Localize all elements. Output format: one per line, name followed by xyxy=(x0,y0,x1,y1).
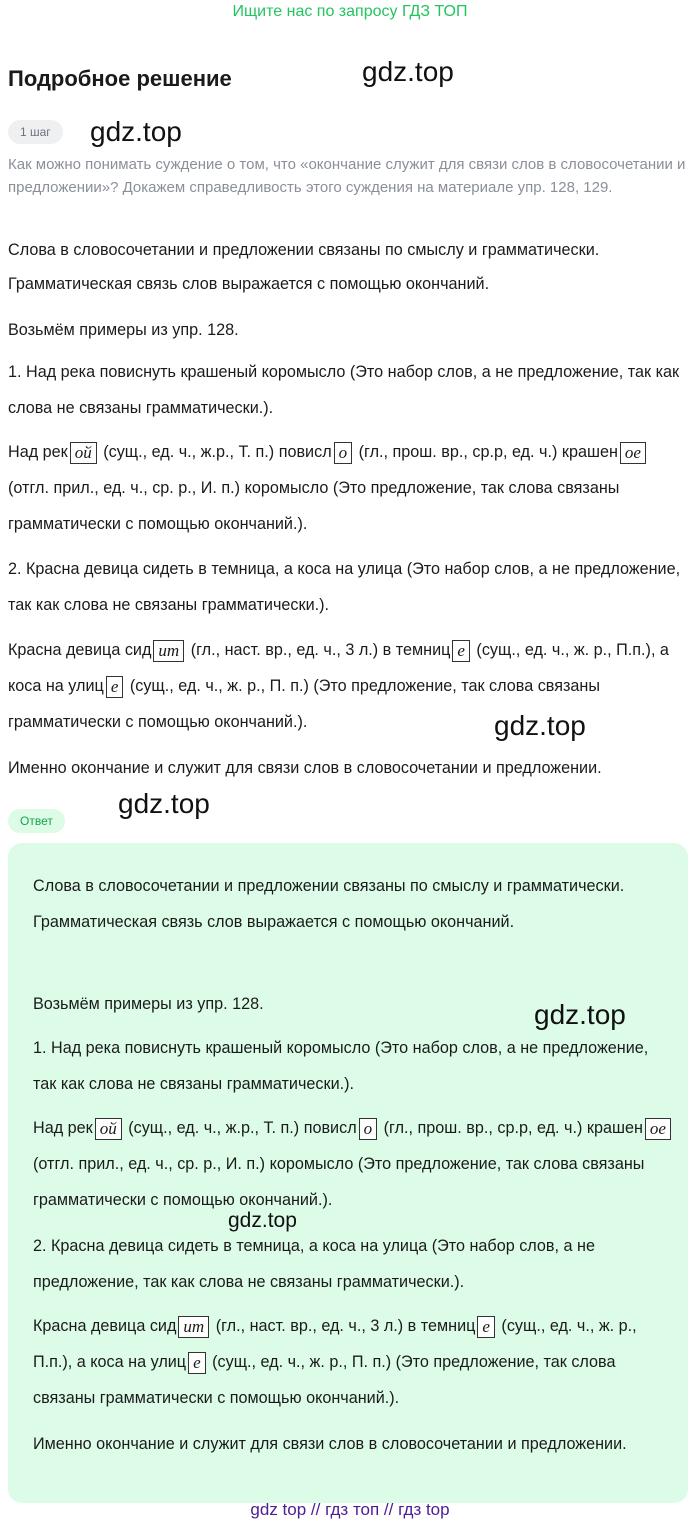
solution-paragraph: Грамматическая связь слов выражается с помощью окончаний. xyxy=(8,275,490,293)
watermark: gdz.top xyxy=(118,788,210,819)
footer-watermark: gdz top // гдз топ // гдз top xyxy=(250,1500,450,1519)
solution-paragraph: 1. Над река повиснуть крашеный коромысло (Это набор слов, а не предложение, так как слова не связаны грамматически.). xyxy=(8,363,680,417)
word-ending: ое xyxy=(620,442,646,464)
example-text: (сущ., ед. ч., ж. р., П.п.), а коса на улиц xyxy=(8,641,669,695)
example-text: (сущ., ед. ч., ж.р., Т. п.) повисл xyxy=(123,1119,357,1137)
example-text: Красна девица сид xyxy=(8,641,152,659)
solution-example-2 xyxy=(8,632,693,740)
word-ending: е xyxy=(188,1352,206,1374)
example-text: (отгл. прил., ед. ч., ср. р., И. п.) коромысло (Это предложение, так слова связаны грамматически с помощью окончаний.). xyxy=(33,1155,645,1209)
example-text: Над рек xyxy=(8,443,68,461)
solution-paragraph: 2. Красна девица сидеть в темница, а коса на улица (Это набор слов, а не предложение, так как слова не связаны грамматически.). xyxy=(8,560,681,614)
word-ending: ой xyxy=(70,442,97,464)
answer-example-2 xyxy=(33,1308,673,1416)
answer-paragraph: Слова в словосочетании и предложении связаны по смыслу и грамматически. Грамматическая связь слов выражается с помощью окончаний. xyxy=(33,877,625,931)
word-ending: ой xyxy=(95,1118,122,1140)
word-ending: ит xyxy=(178,1316,209,1338)
word-ending: е xyxy=(106,676,124,698)
answer-paragraph: 2. Красна девица сидеть в темница, а коса на улица (Это набор слов, а не предложение, так как слова не связаны грамматически.). xyxy=(33,1237,595,1291)
word-ending: о xyxy=(359,1118,378,1140)
solution-paragraph: Слова в словосочетании и предложении связаны по смыслу и грамматически. xyxy=(8,241,600,259)
word-ending: ое xyxy=(645,1118,671,1140)
example-text: (гл., наст. вр., ед. ч., 3 л.) в темниц xyxy=(186,641,451,659)
word-ending: е xyxy=(452,640,470,662)
watermark: gdz.top xyxy=(228,1209,297,1232)
example-text: Над рек xyxy=(33,1119,93,1137)
word-ending: ит xyxy=(153,640,184,662)
example-text: (гл., прош. вр., ср.р, ед. ч.) крашен xyxy=(379,1119,643,1137)
search-banner: Ищите нас по запросу ГДЗ ТОП xyxy=(232,3,468,20)
watermark: gdz.top xyxy=(362,56,454,87)
answer-paragraph: 1. Над река повиснуть крашеный коромысло (Это набор слов, а не предложение, так как слова не связаны грамматически.). xyxy=(33,1039,649,1093)
watermark: gdz.top xyxy=(90,116,182,147)
example-text: (гл., прош. вр., ср.р, ед. ч.) крашен xyxy=(354,443,618,461)
example-text: (отгл. прил., ед. ч., ср. р., И. п.) коромысло (Это предложение, так слова связаны грамматически с помощью окончаний.). xyxy=(8,479,620,533)
answer-example-1 xyxy=(33,1110,673,1218)
watermark: gdz.top xyxy=(534,999,626,1030)
example-text: (сущ., ед. ч., ж.р., Т. п.) повисл xyxy=(98,443,332,461)
solution-paragraph: Возьмём примеры из упр. 128. xyxy=(8,321,239,339)
example-text: (сущ., ед. ч., ж. р., П. п.) (Это предложение, так слова связаны грамматически с помощью окончаний.). xyxy=(33,1353,616,1407)
example-text: (сущ., ед. ч., ж. р., П. п.) (Это предложение, так слова связаны грамматически с помощью окончаний.). xyxy=(8,677,600,731)
example-text: (сущ., ед. ч., ж. р., П.п.), а коса на улиц xyxy=(33,1317,637,1371)
solution-example-1 xyxy=(8,434,693,542)
step-badge: 1 шаг xyxy=(8,120,63,144)
example-text: (гл., наст. вр., ед. ч., 3 л.) в темниц xyxy=(211,1317,476,1335)
page-title: Подробное решение xyxy=(8,66,232,91)
answer-badge: Ответ xyxy=(8,809,65,833)
example-text: Красна девица сид xyxy=(33,1317,177,1335)
solution-paragraph: Именно окончание и служит для связи слов в словосочетании и предложении. xyxy=(8,759,602,777)
watermark: gdz.top xyxy=(494,710,586,741)
answer-paragraph: Возьмём примеры из упр. 128. xyxy=(33,995,264,1013)
answer-paragraph: Именно окончание и служит для связи слов в словосочетании и предложении. xyxy=(33,1435,627,1453)
word-ending: е xyxy=(477,1316,495,1338)
question-text: Как можно понимать суждение о том, что «окончание служит для связи слов в словосочетании и предложении»? Докажем справедливость этого суждения на материале упр. 128, 129. xyxy=(8,156,686,196)
word-ending: о xyxy=(334,442,353,464)
